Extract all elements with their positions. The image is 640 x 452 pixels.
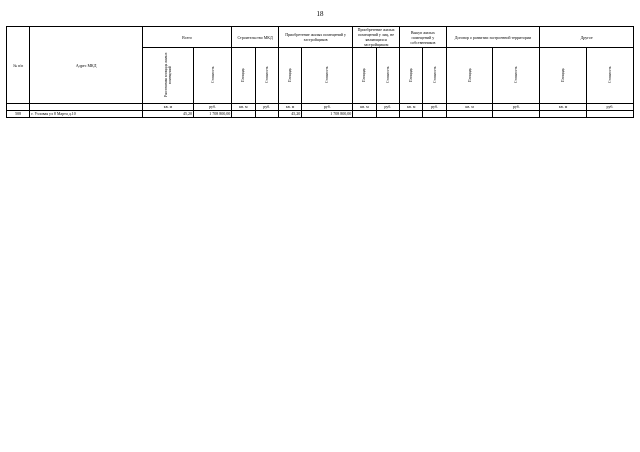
value-cell: 1 708 800,00: [193, 111, 231, 118]
table-body: [7, 111, 634, 118]
value-cell: 1 708 800,00: [302, 111, 353, 118]
header-total: Всего: [142, 27, 231, 48]
value-cell: 45,20: [142, 111, 193, 118]
address-cell: г. Узловая ул 8 Марта д.10: [30, 111, 143, 118]
header-buyout: Выкуп жилых помещений у собственников: [400, 27, 447, 48]
resettlement-table: № п/п Адрес МКД Всего Строительство МКД Приобретение жилых помещений у застройщиков Приобретение жилых помещений у лиц, не являющихся застройщиком Выкуп жилых помещений у собственников Договор о развитии застроенной территории Другое Расселяемая площадь жилых помещений Стоимость Площадь Стоимость Площадь Стоимость Площадь Стоимость Площадь Стоимость Площадь Стоимость Площадь Стоимость кв. м руб. кв. м руб. кв. м руб. кв. м руб. кв. м руб. кв. м руб. кв. м руб. 508 г. Узловая ул 8 Марта д.10 45,20 1 708 800,00 45,20 1 708 800,00: [6, 26, 634, 118]
value-cell: [586, 111, 633, 118]
table-row: [7, 111, 634, 118]
value-cell: [540, 111, 587, 118]
header-address: Адрес МКД: [30, 27, 143, 104]
value-cell: [400, 111, 423, 118]
value-cell: [255, 111, 278, 118]
header-from-non-developers: Приобретение жилых помещений у лиц, не являющихся застройщиком: [353, 27, 400, 48]
value-cell: [446, 111, 493, 118]
value-cell: [423, 111, 446, 118]
value-cell: 45,20: [278, 111, 301, 118]
header-from-developers: Приобретение жилых помещений у застройщиков: [278, 27, 352, 48]
value-cell: [353, 111, 376, 118]
page-number: 18: [316, 10, 324, 18]
header-cost: Стоимость: [210, 66, 215, 84]
header-construction: Строительство МКД: [232, 27, 279, 48]
header-resettled-area: Расселяемая площадь жилых помещений: [163, 52, 172, 98]
row-number-cell: 508: [7, 111, 30, 118]
value-cell: [232, 111, 255, 118]
value-cell: [376, 111, 399, 118]
header-development-contract: Договор о развитии застроенной территории: [446, 27, 540, 48]
header-num: № п/п: [7, 27, 30, 104]
value-cell: [493, 111, 540, 118]
header-other: Другое: [540, 27, 634, 48]
